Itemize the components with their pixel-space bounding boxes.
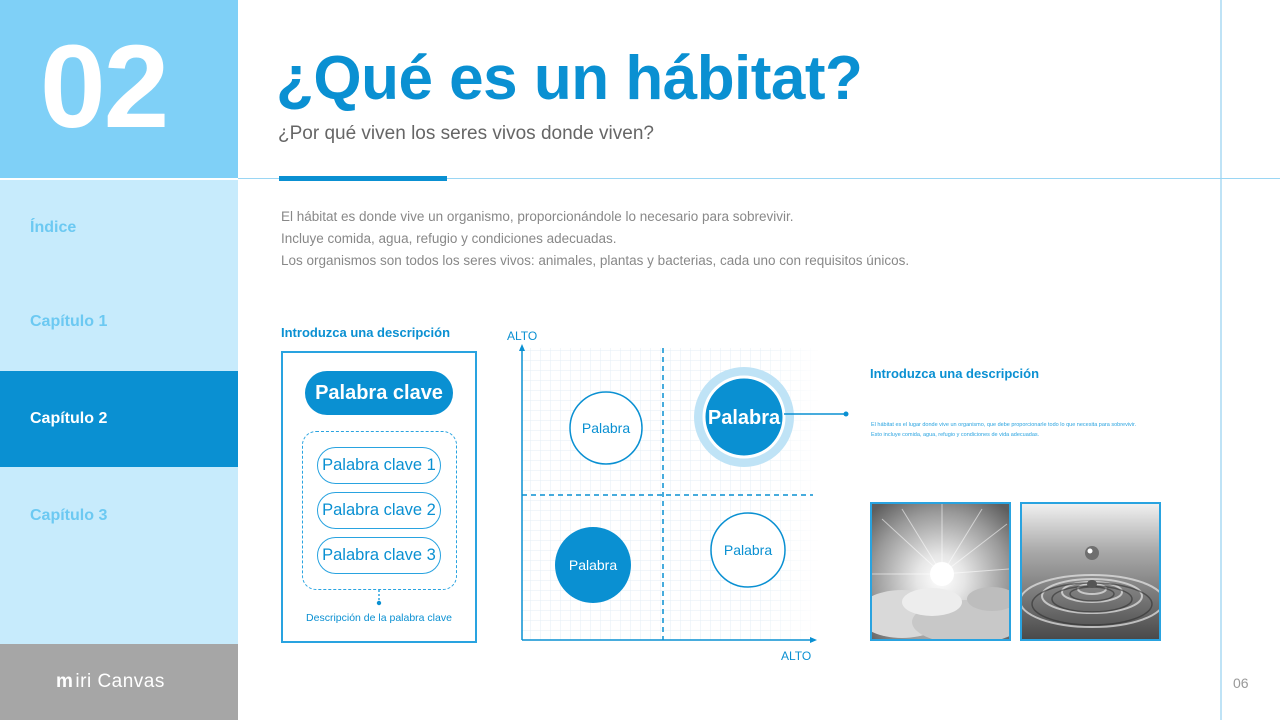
nav-item-label: Capítulo 3 bbox=[30, 507, 108, 524]
keyword-connector bbox=[370, 588, 390, 610]
right-heading: Introduzca una descripción bbox=[870, 366, 1040, 381]
nav-item-capitulo-1[interactable] bbox=[0, 274, 238, 370]
nav-item-capitulo-3[interactable] bbox=[0, 468, 238, 564]
body-line: Los organismos son todos los seres vivos: animales, plantas y bacterias, cada uno con requisitos únicos. bbox=[281, 253, 910, 268]
title-accent-bar bbox=[279, 176, 447, 181]
nav-item-label: Capítulo 1 bbox=[30, 313, 108, 330]
sun-clouds-image bbox=[870, 502, 1011, 641]
quadrant-label-bottom-left: Palabra bbox=[568, 557, 618, 573]
page-number: 06 bbox=[1233, 675, 1249, 691]
chapter-number-block bbox=[0, 0, 238, 178]
right-description bbox=[871, 420, 1141, 440]
y-axis-arrow bbox=[519, 344, 525, 351]
body-line: Incluye comida, agua, refugio y condiciones adecuadas. bbox=[281, 231, 617, 246]
quadrant-label-top-left: Palabra bbox=[581, 420, 631, 436]
nav-item-label: Índice bbox=[30, 219, 77, 236]
right-description-line: El hábitat es el lugar donde vive un organismo, que debe proporcionarle todo lo que necesita para sobrevivir. bbox=[871, 422, 1137, 428]
quadrant-label-bottom-right: Palabra bbox=[723, 542, 773, 558]
body-text bbox=[281, 206, 1181, 272]
y-axis-label: ALTO bbox=[507, 329, 538, 343]
sidebar bbox=[0, 0, 238, 720]
body-line: El hábitat es donde vive un organismo, proporcionándole lo necesario para sobrevivir. bbox=[281, 209, 794, 224]
keyword-pill-3: Palabra clave 3 bbox=[317, 537, 441, 574]
nav-item-capitulo-2[interactable] bbox=[0, 371, 238, 467]
keyword-pill-2: Palabra clave 2 bbox=[317, 492, 441, 529]
main-keyword-pill: Palabra clave bbox=[305, 371, 453, 415]
brand-logo-text: iri Canvas bbox=[75, 671, 165, 692]
nav-item-label: Capítulo 2 bbox=[30, 410, 108, 427]
right-description-line: Esto incluye comida, agua, refugio y condiciones de vida adecuadas. bbox=[871, 432, 1040, 438]
keyword-description: Descripción de la palabra clave bbox=[306, 612, 452, 624]
water-drop-image bbox=[1020, 502, 1161, 641]
nav-item-indice[interactable] bbox=[0, 180, 238, 276]
quadrant-matrix bbox=[500, 320, 830, 665]
highlight-connector bbox=[784, 408, 854, 422]
quadrant-label-top-right: Palabra bbox=[707, 407, 781, 429]
brand-logo bbox=[0, 644, 238, 720]
chapter-nav bbox=[0, 180, 238, 644]
brand-logo-mark: m bbox=[56, 671, 74, 692]
chapter-number: 02 bbox=[40, 21, 168, 153]
x-axis-label: ALTO bbox=[781, 649, 812, 663]
page-title: ¿Qué es un hábitat? bbox=[276, 44, 863, 113]
guide-line-vertical bbox=[1220, 0, 1222, 720]
keyword-box-heading: Introduzca una descripción bbox=[281, 325, 451, 340]
page-subtitle: ¿Por qué viven los seres vivos donde viven? bbox=[278, 123, 654, 144]
keyword-pill-1: Palabra clave 1 bbox=[317, 447, 441, 484]
